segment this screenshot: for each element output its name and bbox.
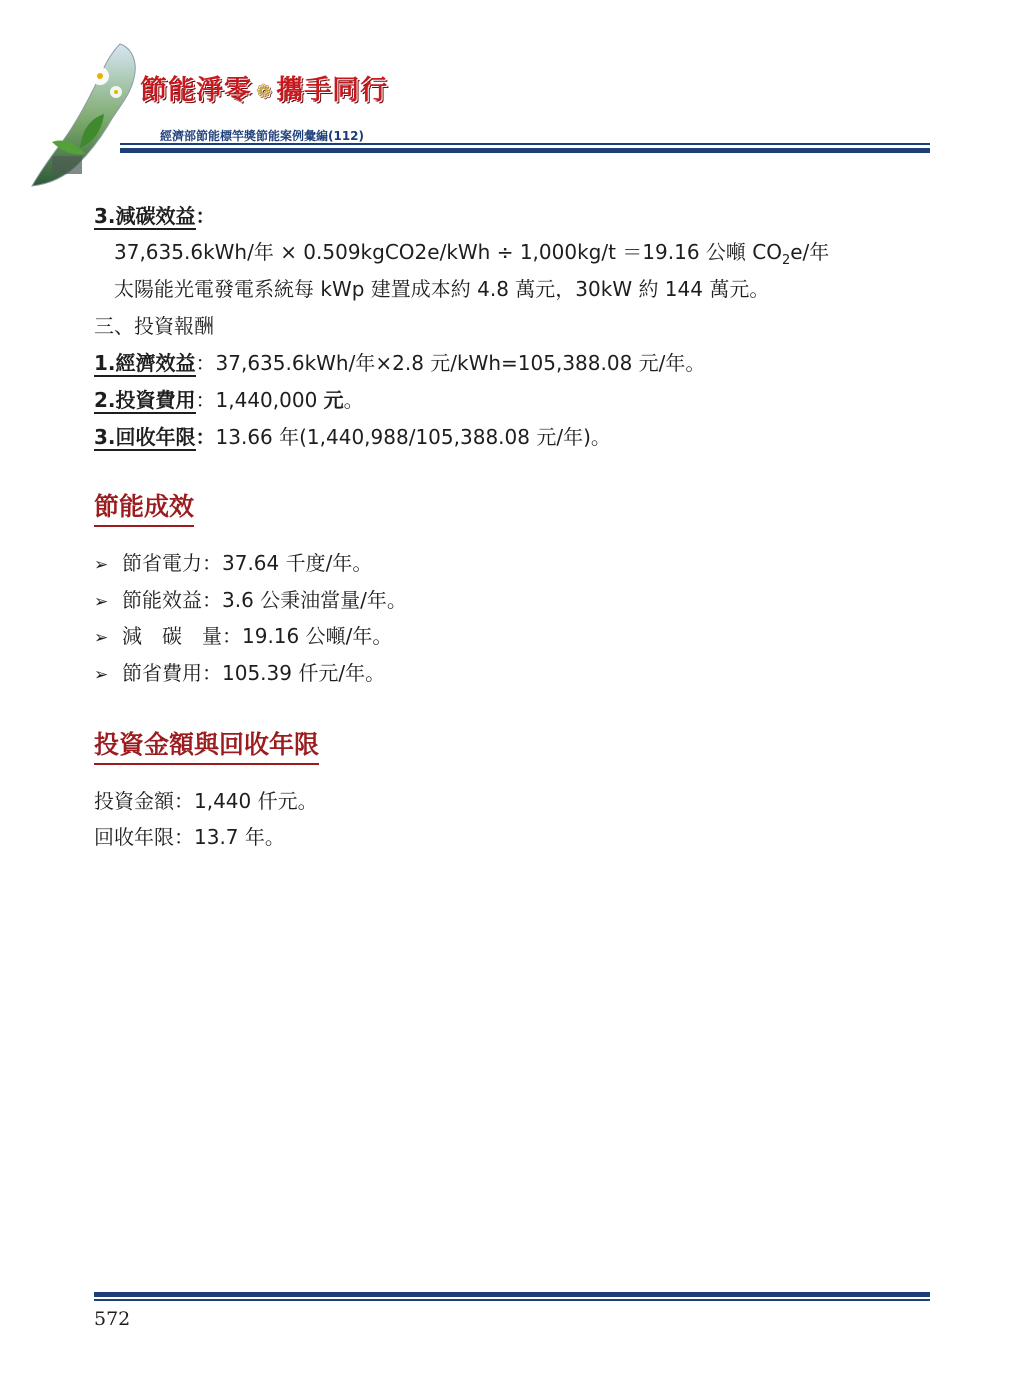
- section-title-payback: 投資金額與回收年限: [94, 729, 319, 765]
- header-rule: [120, 143, 930, 145]
- header-title: [140, 68, 388, 107]
- invest-item-value: 37,635.6kWh/年×2.8 元/kWh=105,388.08 元/年。: [215, 351, 706, 375]
- carbon-note: 太陽能光電發電系統每 kWp 建置成本約 4.8 萬元，30kW 約 144 萬元。: [114, 277, 770, 301]
- payback-amount: 投資金額：1,440 仟元。: [94, 789, 318, 813]
- footer-rule-thick: [94, 1292, 930, 1297]
- list-item: [94, 587, 407, 615]
- invest-item-value: 1,440,000: [215, 388, 324, 412]
- list-item-text: 節省費用：105.39 仟元/年。: [122, 661, 386, 685]
- arrow-bullet-icon: ➢: [94, 555, 109, 575]
- list-item: [94, 623, 392, 651]
- carbon-formula: [114, 239, 829, 274]
- carbon-label-line: [94, 203, 216, 229]
- list-item-text: 減 碳 量：19.16 公噸/年。: [122, 624, 393, 648]
- invest-item-colon: ：: [195, 351, 216, 375]
- header-title-b: 攜手同行: [276, 75, 389, 106]
- flower-separator-icon: ❁: [256, 81, 273, 102]
- invest-item-payback: [94, 424, 611, 450]
- invest-item-colon: ：: [195, 425, 216, 449]
- carbon-formula-text: 37,635.6kWh/年 × 0.509kgCO2e/kWh ÷ 1,000kg/t ＝19.16 公噸 CO: [114, 240, 782, 264]
- list-item: [94, 660, 385, 688]
- header-subtitle: 經濟部節能標竿獎節能案例彙編(112): [160, 129, 365, 143]
- footer-rule: [94, 1299, 930, 1301]
- arrow-bullet-icon: ➢: [94, 665, 109, 685]
- invest-item-colon: ：: [195, 388, 216, 412]
- carbon-colon: ：: [195, 204, 216, 228]
- arrow-bullet-icon: ➢: [94, 592, 109, 612]
- carbon-label: 3.減碳效益: [94, 204, 196, 228]
- carbon-formula-sub: 2: [781, 253, 791, 268]
- list-item-text: 節省電力：37.64 千度/年。: [122, 551, 373, 575]
- taiwan-island-flower-logo-icon: [22, 38, 152, 188]
- invest-item-value: 13.66 年(1,440,988/105,388.08 元/年)。: [215, 425, 611, 449]
- invest-item-label: 3.回收年限: [94, 425, 196, 449]
- page-number: 572: [94, 1308, 131, 1330]
- arrow-bullet-icon: ➢: [94, 628, 109, 648]
- invest-item-cost: [94, 387, 364, 413]
- header-rule-thick: [120, 148, 930, 153]
- invest-item-label: 2.投資費用: [94, 388, 196, 412]
- invest-item-label: 1.經濟效益: [94, 351, 196, 375]
- invest-item-economic: [94, 350, 705, 376]
- list-item: [94, 550, 372, 578]
- payback-years: 回收年限：13.7 年。: [94, 825, 285, 849]
- carbon-formula-end: e/年: [790, 240, 830, 264]
- invest-item-unit: 元: [323, 388, 344, 412]
- invest-heading: 三、投資報酬: [94, 314, 214, 338]
- list-item-text: 節能效益：3.6 公秉油當量/年。: [122, 588, 407, 612]
- section-title-effect: 節能成效: [94, 491, 194, 527]
- header-title-a: 節能淨零: [140, 75, 252, 106]
- invest-item-tail: 。: [343, 388, 364, 412]
